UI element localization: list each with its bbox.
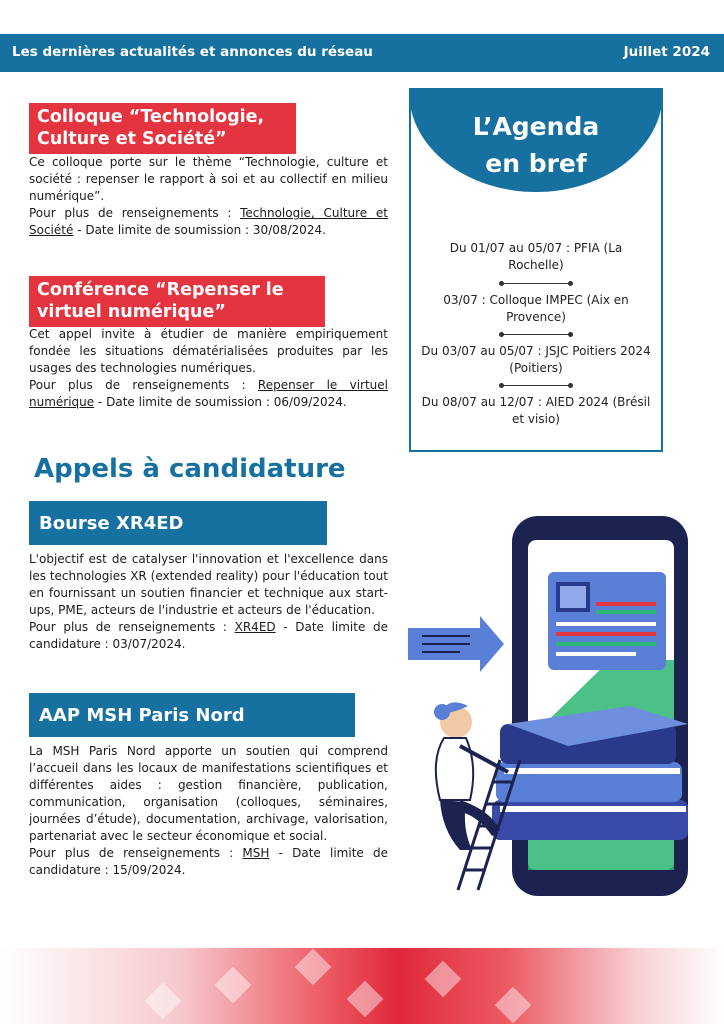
education-illustration bbox=[400, 510, 710, 900]
colloque-link[interactable]: Technologie, Culture et Société bbox=[29, 206, 389, 237]
conference-info: Pour plus de renseignements : Repenser le virtuel numérique - Date limite de soumission : 06/09/2024. bbox=[29, 378, 388, 409]
msh-text bbox=[29, 743, 388, 879]
conference-link[interactable]: Repenser le virtuel numérique bbox=[29, 378, 388, 409]
colloque-description: Ce colloque porte sur le thème “Technologie, culture et société : repenser le rapport à soi et au collectif en milieu numérique”. bbox=[29, 155, 388, 203]
agenda-header bbox=[409, 88, 663, 192]
footer-band bbox=[0, 948, 724, 1024]
footer-diamond bbox=[215, 967, 252, 1004]
screen-line bbox=[556, 632, 656, 636]
footer-diamond bbox=[495, 987, 532, 1024]
xr4ed-title: Bourse XR4ED bbox=[29, 501, 327, 545]
header-date: Juillet 2024 bbox=[623, 44, 710, 60]
footer-diamond bbox=[145, 983, 182, 1020]
conference-description: Cet appel invite à étudier de manière empiriquement fondée les situations dématérialisées produites par les usages des technologies numériques. bbox=[29, 327, 388, 375]
footer-diamond bbox=[425, 961, 462, 998]
colloque-title: Colloque “Technologie, Culture et Société” bbox=[29, 103, 296, 154]
msh-description: La MSH Paris Nord apporte un soutien qui comprend l’accueil dans les locaux de manifestations scientifiques et différentes aides : gestion financière, publication, communication, organisation (colloques, séminaires, journées d’étude), documentation, archivage, valorisation, partenariat avec le secteur économique et social. bbox=[29, 744, 388, 843]
xr4ed-text bbox=[29, 551, 388, 653]
msh-info: Pour plus de renseignements : MSH - Date limite de candidature : 15/09/2024. bbox=[29, 846, 388, 877]
footer-diamond bbox=[347, 981, 384, 1018]
header-bar bbox=[0, 34, 724, 72]
header-title: Les dernières actualités et annonces du réseau bbox=[12, 44, 373, 60]
appels-title: Appels à candidature bbox=[34, 454, 346, 484]
screen-line bbox=[556, 652, 636, 656]
screen-line bbox=[556, 622, 656, 626]
colloque-text bbox=[29, 154, 388, 239]
screen-line bbox=[596, 602, 656, 606]
xr4ed-info: Pour plus de renseignements : XR4ED - Date limite de candidature : 03/07/2024. bbox=[29, 620, 388, 651]
conference-title: Conférence “Repenser le virtuel numérique” bbox=[29, 276, 325, 327]
conference-text bbox=[29, 326, 388, 411]
agenda-item: Du 08/07 au 12/07 : AIED 2024 (Brésil et visio) bbox=[421, 395, 651, 426]
screen-card-image-inner bbox=[560, 586, 586, 608]
agenda-item: Du 01/07 au 05/07 : PFIA (La Rochelle) bbox=[449, 241, 623, 272]
agenda-separator bbox=[501, 334, 571, 335]
msh-title: AAP MSH Paris Nord bbox=[29, 693, 355, 737]
footer-diamond bbox=[295, 949, 332, 986]
msh-link[interactable]: MSH bbox=[242, 846, 270, 860]
agenda-separator bbox=[501, 283, 571, 284]
agenda-item: 03/07 : Colloque IMPEC (Aix en Provence) bbox=[443, 293, 629, 324]
agenda-box bbox=[409, 88, 663, 452]
xr4ed-description: L'objectif est de catalyser l'innovation et l'excellence dans les technologies XR (extended reality) pour l'éducation tout en fournissant un soutien financier et technique aux start-ups, PME, acteurs de l'industrie et acteurs de l'éducation. bbox=[29, 552, 388, 617]
screen-line bbox=[596, 610, 656, 614]
colloque-info: Pour plus de renseignements : Technologie, Culture et Société - Date limite de soumission : 30/08/2024. bbox=[29, 206, 389, 237]
agenda-title: L’Agenda en bref bbox=[472, 112, 600, 178]
screen-line bbox=[556, 642, 656, 646]
agenda-separator bbox=[501, 385, 571, 386]
agenda-item: Du 03/07 au 05/07 : JSJC Poitiers 2024 (Poitiers) bbox=[421, 344, 651, 375]
book-stack bbox=[492, 706, 688, 840]
xr4ed-link[interactable]: XR4ED bbox=[234, 620, 276, 634]
